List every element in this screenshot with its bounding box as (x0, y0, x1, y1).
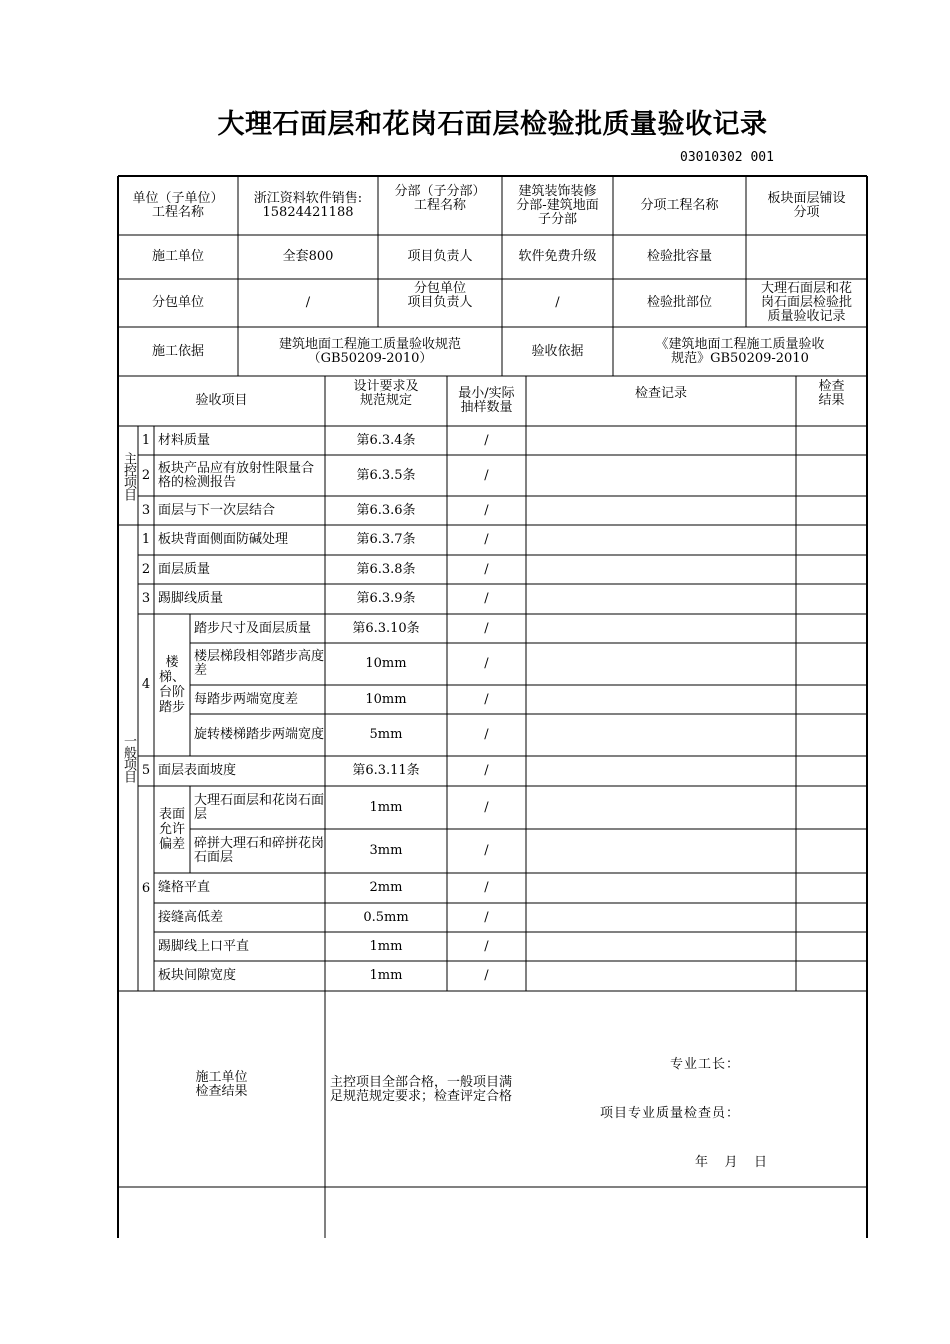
general-item-name: 缝格平直 (158, 880, 211, 895)
main-item-sample: / (484, 467, 489, 483)
general-item-name: 每踏步两端宽度差 (194, 691, 299, 707)
col-result: 检查 结果 (818, 379, 845, 408)
inspector-label: 项目专业质量检查员： (599, 1106, 740, 1121)
general-item-spec: 5mm (369, 727, 403, 742)
unit-label: 单位（子单位） 工程名称 (132, 190, 224, 220)
capacity-value (746, 235, 867, 279)
group-stairs: 楼梯、台阶踏步 (158, 655, 185, 715)
capacity-label: 检验批容量 (646, 249, 712, 264)
general-item-name: 大理石面层和花岗石面层 (194, 792, 325, 822)
general-item-name: 踢脚线上口平直 (158, 938, 250, 954)
general-item-name: 踢脚线质量 (158, 591, 224, 606)
general-item-sample: / (484, 763, 489, 778)
general-item-spec: 0.5mm (363, 909, 409, 925)
foreman-label: 专业工长： (669, 1057, 740, 1072)
general-no: 4 (141, 677, 151, 692)
general-item-spec: 10mm (365, 656, 407, 671)
general-no: 3 (141, 591, 151, 606)
general-no: 2 (141, 561, 151, 577)
main-item-name: 面层与下一次层结合 (158, 502, 276, 518)
col-design: 设计要求及 规范规定 (353, 379, 419, 408)
general-item-sample: / (484, 909, 489, 925)
general-item-spec: 第6.3.7条 (356, 532, 416, 547)
general-item-name: 板块间隙宽度 (158, 968, 237, 983)
basis-label: 施工依据 (151, 343, 204, 359)
date-label: 年 月 日 (694, 1155, 768, 1170)
general-no: 5 (141, 763, 151, 778)
general-item-sample: / (484, 938, 489, 954)
general-item-sample: / (484, 532, 489, 547)
general-item-spec: 10mm (365, 691, 407, 707)
general-item-name: 碎拼大理石和碎拼花岗石面层 (194, 836, 325, 865)
general-item-sample: / (484, 880, 489, 895)
general-item-sample: / (484, 843, 489, 858)
general-item-sample: / (484, 799, 489, 815)
contractor-value: 全套800 (282, 249, 334, 264)
footer-label: 施工单位 检查结果 (195, 1070, 248, 1099)
col-record: 检查记录 (634, 386, 687, 401)
sub-pm-label: 分包单位 项目负责人 (407, 281, 473, 310)
group-general: 一般项目 (121, 734, 136, 782)
main-no: 3 (141, 502, 151, 518)
main-item-sample: / (484, 502, 489, 518)
general-item-spec: 第6.3.8条 (356, 561, 416, 577)
basis-value: 建筑地面工程施工质量验收规范 （GB50209-2010） (278, 336, 461, 366)
main-item-spec: 第6.3.6条 (356, 502, 416, 518)
main-item-spec: 第6.3.4条 (356, 432, 416, 448)
main-no: 2 (141, 467, 151, 483)
general-item-sample: / (484, 968, 489, 983)
acceptance-label: 验收依据 (531, 343, 584, 359)
contractor-label: 施工单位 (151, 249, 204, 264)
general-item-spec: 第6.3.9条 (356, 591, 416, 606)
general-item-name: 板块背面侧面防碱处理 (158, 532, 289, 547)
main-no: 1 (141, 432, 151, 448)
general-item-sample: / (484, 591, 489, 606)
general-item-sample: / (484, 656, 489, 671)
col-item: 验收项目 (195, 393, 248, 408)
general-item-name: 面层表面坡度 (158, 763, 237, 778)
division-label: 分部（子分部） 工程名称 (394, 183, 486, 213)
pm-value: 软件免费升级 (518, 249, 597, 264)
main-item-name: 板块产品应有放射性限量合格的检测报告 (158, 460, 315, 490)
col-sample: 最小/实际 抽样数量 (458, 386, 515, 415)
general-item-spec: 1mm (369, 799, 403, 815)
general-item-sample: / (484, 727, 489, 742)
sub-label: 分包单位 (151, 295, 204, 310)
general-item-name: 旋转楼梯踏步两端宽度 (194, 727, 325, 742)
footer-conclusion: 主控项目全部合格，一般项目满 足规范规定要求；检查评定合格 (330, 1075, 513, 1104)
main-item-name: 材料质量 (158, 432, 211, 448)
general-item-name: 楼层梯段相邻踏步高度差 (194, 649, 325, 678)
form-code: 03010302 001 (680, 150, 774, 165)
division-value: 建筑装饰装修 分部-建筑地面 子分部 (516, 183, 599, 227)
acceptance-value: 《建筑地面工程施工质量验收 规范》GB50209-2010 (655, 336, 825, 366)
general-item-name: 踏步尺寸及面层质量 (194, 620, 312, 636)
location-value: 大理石面层和花 岗石面层检验批 质量验收记录 (760, 281, 852, 324)
main-item-sample: / (484, 432, 489, 448)
pm-label: 项目负责人 (407, 249, 473, 264)
subitem-value: 板块面层铺设 分项 (767, 190, 846, 220)
sub-pm-value: / (555, 295, 560, 310)
sub-value: / (305, 295, 311, 310)
group-main: 主控项目 (121, 451, 136, 500)
subitem-label: 分项工程名称 (640, 197, 719, 213)
page-title: 大理石面层和花岗石面层检验批质量验收记录 (217, 109, 768, 140)
location-label: 检验批部位 (646, 295, 712, 310)
general-item-spec: 第6.3.10条 (352, 620, 420, 636)
general-item-spec: 2mm (369, 880, 403, 895)
general-item-name: 面层质量 (158, 561, 211, 577)
general-item-name: 接缝高低差 (158, 909, 224, 925)
general-item-spec: 第6.3.11条 (352, 763, 420, 778)
general-item-sample: / (484, 691, 489, 707)
unit-value: 浙江资料软件销售: 15824421188 (253, 190, 363, 220)
general-item-spec: 1mm (369, 968, 403, 983)
general-no: 1 (141, 532, 151, 547)
general-item-spec: 3mm (369, 843, 403, 858)
group-tolerance: 表面允许偏差 (158, 807, 185, 852)
general-item-sample: / (484, 620, 489, 636)
general-item-spec: 1mm (369, 938, 403, 954)
general-no: 6 (141, 880, 151, 896)
general-item-sample: / (484, 561, 489, 577)
main-item-spec: 第6.3.5条 (356, 467, 416, 483)
